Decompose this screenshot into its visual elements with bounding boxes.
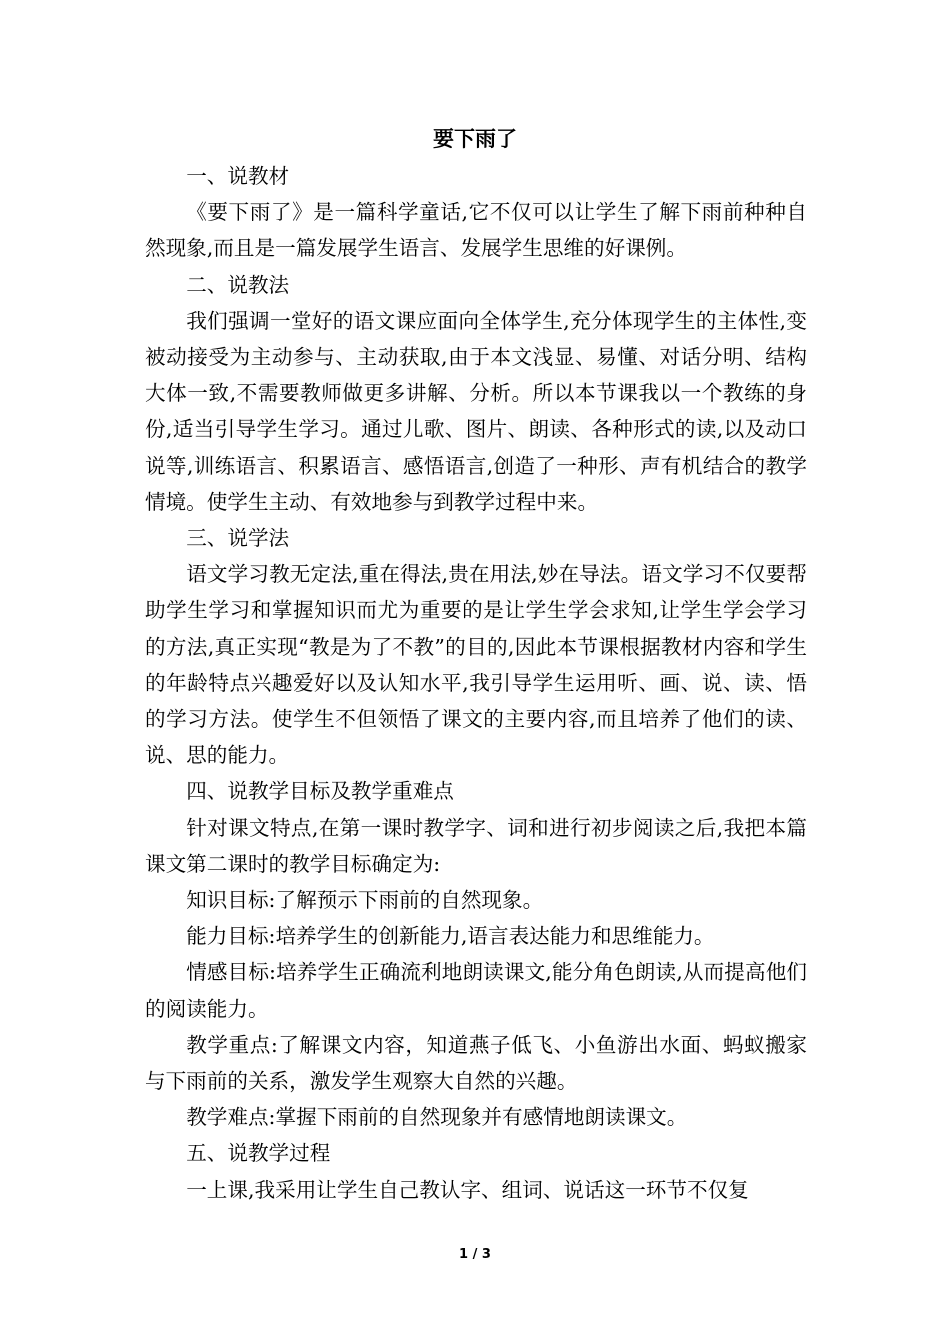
- body-paragraph: 针对课文特点,在第一课时教学字、词和进行初步阅读之后,我把本篇课文第二课时的教学目标确定为:: [145, 815, 807, 876]
- body-paragraph: 我们强调一堂好的语文课应面向全体学生,充分体现学生的主体性,变被动接受为主动参与、主动获取,由于本文浅显、易懂、对话分明、结构大体一致,不需要教师做更多讲解、分析。所以本节课我以一个教练的身份,适当引导学生学习。通过儿歌、图片、朗读、各种形式的读,以及动口说等,训练语言、积累语言、感悟语言,创造了一种形、声有机结合的教学情境。使学生主动、有效地参与到教学过程中来。: [145, 308, 807, 514]
- section-heading: 二、说教法: [186, 272, 290, 297]
- body-paragraph: 教学难点:掌握下雨前的自然现象并有感情地朗读课文。: [186, 1105, 688, 1130]
- page-number: 1 / 3: [459, 1247, 491, 1262]
- body-paragraph: 能力目标:培养学生的创新能力,语言表达能力和思维能力。: [186, 924, 715, 949]
- section-heading: 四、说教学目标及教学重难点: [186, 779, 454, 804]
- body-paragraph: 语文学习教无定法,重在得法,贵在用法,妙在导法。语文学习不仅要帮助学生学习和掌握知识而尤为重要的是让学生学会求知,让学生学会学习的方法,真正实现“教是为了不教”的目的,因此本节课根据教材内容和学生的年龄特点兴趣爱好以及认知水平,我引导学生运用听、画、说、读、悟的学习方法。使学生不但领悟了课文的主要内容,而且培养了他们的读、说、思的能力。: [145, 562, 807, 768]
- section-heading: 五、说教学过程: [186, 1141, 331, 1166]
- section-heading: 一、说教材: [186, 164, 290, 188]
- page-title: 要下雨了: [433, 127, 517, 151]
- body-paragraph: 情感目标:培养学生正确流利地朗读课文,能分角色朗读,从而提高他们的阅读能力。: [145, 960, 807, 1021]
- body-paragraph: 《要下雨了》是一篇科学童话,它不仅可以让学生了解下雨前种种自然现象,而且是一篇发展学生语言、发展学生思维的好课例。: [145, 200, 807, 261]
- body-paragraph: 知识目标:了解预示下雨前的自然现象。: [186, 888, 544, 913]
- section-heading: 三、说学法: [186, 526, 290, 551]
- body-paragraph: 教学重点:了解课文内容，知道燕子低飞、小鱼游出水面、蚂蚁搬家与下雨前的关系，激发学生观察大自然的兴趣。: [145, 1032, 807, 1094]
- document-body: [145, 158, 807, 1208]
- body-paragraph: 一上课,我采用让学生自己教认字、组词、说话这一环节不仅复: [186, 1177, 749, 1202]
